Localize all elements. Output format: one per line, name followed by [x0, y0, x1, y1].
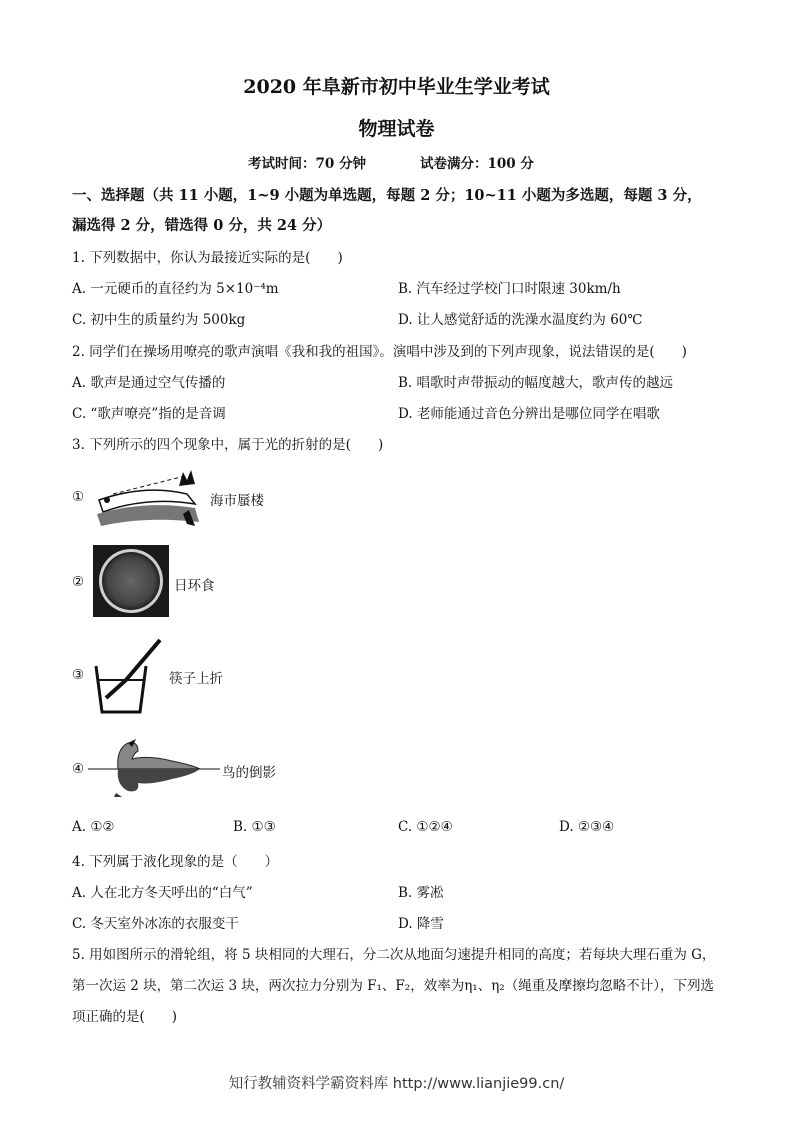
q3-item3-num: ③ — [72, 667, 85, 683]
q2-stem: 2. 同学们在操场用嘹亮的歌声演唱《我和我的祖国》。演唱中涉及到的下列声现象，说法错误的是( ) — [72, 344, 687, 360]
q3-stem: 3. 下列所示的四个现象中，属于光的折射的是( ) — [72, 437, 384, 453]
q4-option-c: C. 冬天室外冰冻的衣服变干 — [72, 916, 239, 932]
q3-option-c: C. ①②④ — [398, 819, 453, 835]
q3-item4-num: ④ — [72, 761, 85, 777]
exam-subtitle: 物理试卷 — [358, 118, 435, 140]
chopstick-figure — [90, 636, 168, 716]
exam-score: 试卷满分：100 分 — [420, 156, 534, 172]
q1-stem: 1. 下列数据中，你认为最接近实际的是( ) — [72, 250, 343, 266]
q3-item3-label: 筷子上折 — [169, 671, 223, 687]
q3-option-a: A. ①② — [72, 819, 115, 835]
q5-line2: 第一次运 2 块，第二次运 3 块，两次拉力分别为 F₁、F₂，效率为η₁、η₂（绳重及摩擦均忽略不计），下列选 — [72, 978, 714, 994]
section-heading-line2: 漏选得 2 分，错选得 0 分，共 24 分） — [72, 217, 332, 234]
bird-reflection-figure — [88, 735, 220, 799]
section-heading-line1: 一、选择题（共 11 小题，1~9 小题为单选题，每题 2 分；10~11 小题为多选题，每题 3 分， — [72, 187, 702, 204]
q3-item4-label: 鸟的倒影 — [222, 765, 276, 781]
q2-option-b: B. 唱歌时声带振动的幅度越大，歌声传的越远 — [398, 375, 674, 391]
q4-option-a: A. 人在北方冬天呼出的“白气” — [72, 885, 253, 901]
q2-option-c: C. “歌声嘹亮”指的是音调 — [72, 406, 226, 422]
q3-item2-num: ② — [72, 574, 85, 590]
q3-item2-label: 日环食 — [174, 578, 215, 594]
q5-line3: 项正确的是( ) — [72, 1009, 178, 1025]
q1-option-d: D. 让人感觉舒适的洗澡水温度约为 60℃ — [398, 312, 643, 328]
footer-watermark: 知行教辅资料学霸资料库 http://www.lianjie99.cn/ — [228, 1076, 565, 1092]
q3-item1-label: 海市蜃楼 — [210, 493, 264, 509]
q3-option-d: D. ②③④ — [559, 819, 615, 835]
q5-line1: 5. 用如图所示的滑轮组，将 5 块相同的大理石，分二次从地面匀速提升相同的高度；若每块大理石重为 G， — [72, 947, 716, 963]
exam-title: 2020 年阜新市初中毕业生学业考试 — [243, 76, 550, 98]
eclipse-figure — [93, 545, 169, 617]
q4-option-d: D. 降雪 — [398, 916, 444, 932]
mirage-figure — [95, 470, 205, 528]
q4-stem: 4. 下列属于液化现象的是（ ） — [72, 854, 279, 870]
exam-time: 考试时间：70 分钟 — [248, 156, 366, 172]
q2-option-d: D. 老师能通过音色分辨出是哪位同学在唱歌 — [398, 406, 660, 422]
q2-option-a: A. 歌声是通过空气传播的 — [72, 375, 226, 391]
q1-option-b: B. 汽车经过学校门口时限速 30km/h — [398, 281, 621, 297]
q3-option-b: B. ①③ — [233, 819, 276, 835]
q1-option-a: A. 一元硬币的直径约为 5×10⁻⁴m — [72, 281, 279, 297]
q3-item1-num: ① — [72, 489, 85, 505]
q4-option-b: B. 雾凇 — [398, 885, 444, 901]
q1-option-c: C. 初中生的质量约为 500kg — [72, 312, 246, 328]
